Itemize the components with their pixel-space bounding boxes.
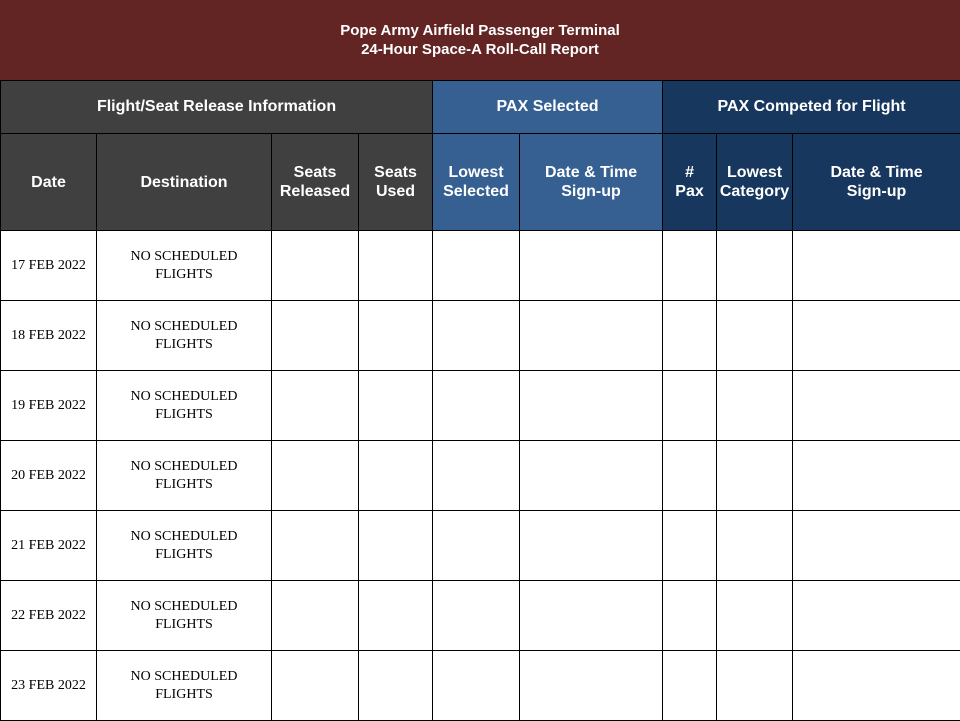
cell-seats-used: [359, 651, 433, 721]
cell-selected-signup: [520, 581, 663, 651]
cell-seats-released: [272, 511, 359, 581]
cell-competed-signup: [793, 511, 960, 581]
col-seats-released-line-1: Seats: [272, 163, 358, 182]
col-num-pax: [663, 134, 717, 231]
table-row: [1, 371, 960, 441]
cell-seats-released: [272, 371, 359, 441]
col-lowest-selected: [433, 134, 520, 231]
col-lowest-selected-line-2: Selected: [433, 182, 519, 201]
cell-lowest-selected: [433, 231, 520, 301]
cell-date: 18 FEB 2022: [1, 301, 97, 371]
table-row: [1, 301, 960, 371]
cell-seats-used: [359, 301, 433, 371]
cell-destination: [97, 231, 272, 301]
table-row: [1, 231, 960, 301]
cell-selected-signup: [520, 651, 663, 721]
col-competed-signup-line-1: Date & Time: [793, 163, 960, 182]
cell-lowest-category: [717, 581, 793, 651]
table-row: [1, 651, 960, 721]
cell-date: 21 FEB 2022: [1, 511, 97, 581]
cell-num-pax: [663, 441, 717, 511]
cell-num-pax: [663, 301, 717, 371]
cell-selected-signup: [520, 511, 663, 581]
cell-lowest-category: [717, 301, 793, 371]
col-seats-used: [359, 134, 433, 231]
cell-lowest-category: [717, 511, 793, 581]
cell-competed-signup: [793, 581, 960, 651]
cell-seats-used: [359, 581, 433, 651]
cell-num-pax: [663, 651, 717, 721]
report-title-line-1: Pope Army Airfield Passenger Terminal: [340, 21, 620, 40]
cell-num-pax: [663, 581, 717, 651]
cell-seats-released: [272, 301, 359, 371]
cell-lowest-category: [717, 441, 793, 511]
cell-seats-used: [359, 371, 433, 441]
col-selected-signup-line-2: Sign-up: [520, 182, 662, 201]
cell-selected-signup: [520, 231, 663, 301]
cell-lowest-selected: [433, 441, 520, 511]
cell-competed-signup: [793, 651, 960, 721]
column-header-row: [1, 134, 960, 231]
col-competed-signup: [793, 134, 960, 231]
col-selected-signup: [520, 134, 663, 231]
col-seats-used-line-1: Seats: [359, 163, 432, 182]
cell-competed-signup: [793, 301, 960, 371]
col-lowest-category-line-2: Category: [717, 182, 792, 201]
cell-date: 23 FEB 2022: [1, 651, 97, 721]
cell-selected-signup: [520, 371, 663, 441]
cell-date: 20 FEB 2022: [1, 441, 97, 511]
report-rows: [1, 231, 960, 721]
destination-text: NO SCHEDULED FLIGHTS: [124, 668, 244, 704]
destination-text: NO SCHEDULED FLIGHTS: [124, 318, 244, 354]
cell-date: 19 FEB 2022: [1, 371, 97, 441]
table-row: [1, 441, 960, 511]
cell-lowest-selected: [433, 651, 520, 721]
cell-competed-signup: [793, 371, 960, 441]
col-destination: Destination: [97, 134, 272, 231]
col-lowest-selected-line-1: Lowest: [433, 163, 519, 182]
cell-lowest-selected: [433, 371, 520, 441]
cell-competed-signup: [793, 441, 960, 511]
col-num-pax-line-1: #: [663, 163, 716, 182]
cell-selected-signup: [520, 441, 663, 511]
cell-date: 17 FEB 2022: [1, 231, 97, 301]
col-lowest-category: [717, 134, 793, 231]
cell-lowest-selected: [433, 511, 520, 581]
destination-text: NO SCHEDULED FLIGHTS: [124, 458, 244, 494]
cell-selected-signup: [520, 301, 663, 371]
cell-destination: [97, 511, 272, 581]
roll-call-table: [0, 80, 960, 721]
report-title-line-2: 24-Hour Space-A Roll-Call Report: [361, 40, 599, 59]
group-flight-info: Flight/Seat Release Information: [1, 81, 433, 134]
col-competed-signup-line-2: Sign-up: [793, 182, 960, 201]
col-date: Date: [1, 134, 97, 231]
cell-num-pax: [663, 231, 717, 301]
table-row: [1, 511, 960, 581]
col-lowest-category-line-1: Lowest: [717, 163, 792, 182]
cell-seats-used: [359, 231, 433, 301]
cell-seats-released: [272, 231, 359, 301]
group-pax-selected: PAX Selected: [433, 81, 663, 134]
cell-num-pax: [663, 511, 717, 581]
cell-destination: [97, 441, 272, 511]
group-header-row: [1, 81, 960, 134]
cell-seats-released: [272, 581, 359, 651]
cell-date: 22 FEB 2022: [1, 581, 97, 651]
table-row: [1, 581, 960, 651]
cell-lowest-category: [717, 231, 793, 301]
cell-destination: [97, 581, 272, 651]
cell-seats-used: [359, 441, 433, 511]
col-seats-released: [272, 134, 359, 231]
cell-lowest-selected: [433, 301, 520, 371]
cell-seats-used: [359, 511, 433, 581]
cell-competed-signup: [793, 231, 960, 301]
cell-num-pax: [663, 371, 717, 441]
cell-seats-released: [272, 441, 359, 511]
col-seats-released-line-2: Released: [272, 182, 358, 201]
report-title: [0, 0, 960, 80]
destination-text: NO SCHEDULED FLIGHTS: [124, 598, 244, 634]
cell-lowest-selected: [433, 581, 520, 651]
cell-destination: [97, 651, 272, 721]
col-num-pax-line-2: Pax: [663, 182, 716, 201]
destination-text: NO SCHEDULED FLIGHTS: [124, 388, 244, 424]
col-seats-used-line-2: Used: [359, 182, 432, 201]
cell-destination: [97, 301, 272, 371]
col-selected-signup-line-1: Date & Time: [520, 163, 662, 182]
group-pax-competed: PAX Competed for Flight: [663, 81, 960, 134]
destination-text: NO SCHEDULED FLIGHTS: [124, 248, 244, 284]
destination-text: NO SCHEDULED FLIGHTS: [124, 528, 244, 564]
cell-lowest-category: [717, 371, 793, 441]
cell-lowest-category: [717, 651, 793, 721]
cell-seats-released: [272, 651, 359, 721]
cell-destination: [97, 371, 272, 441]
